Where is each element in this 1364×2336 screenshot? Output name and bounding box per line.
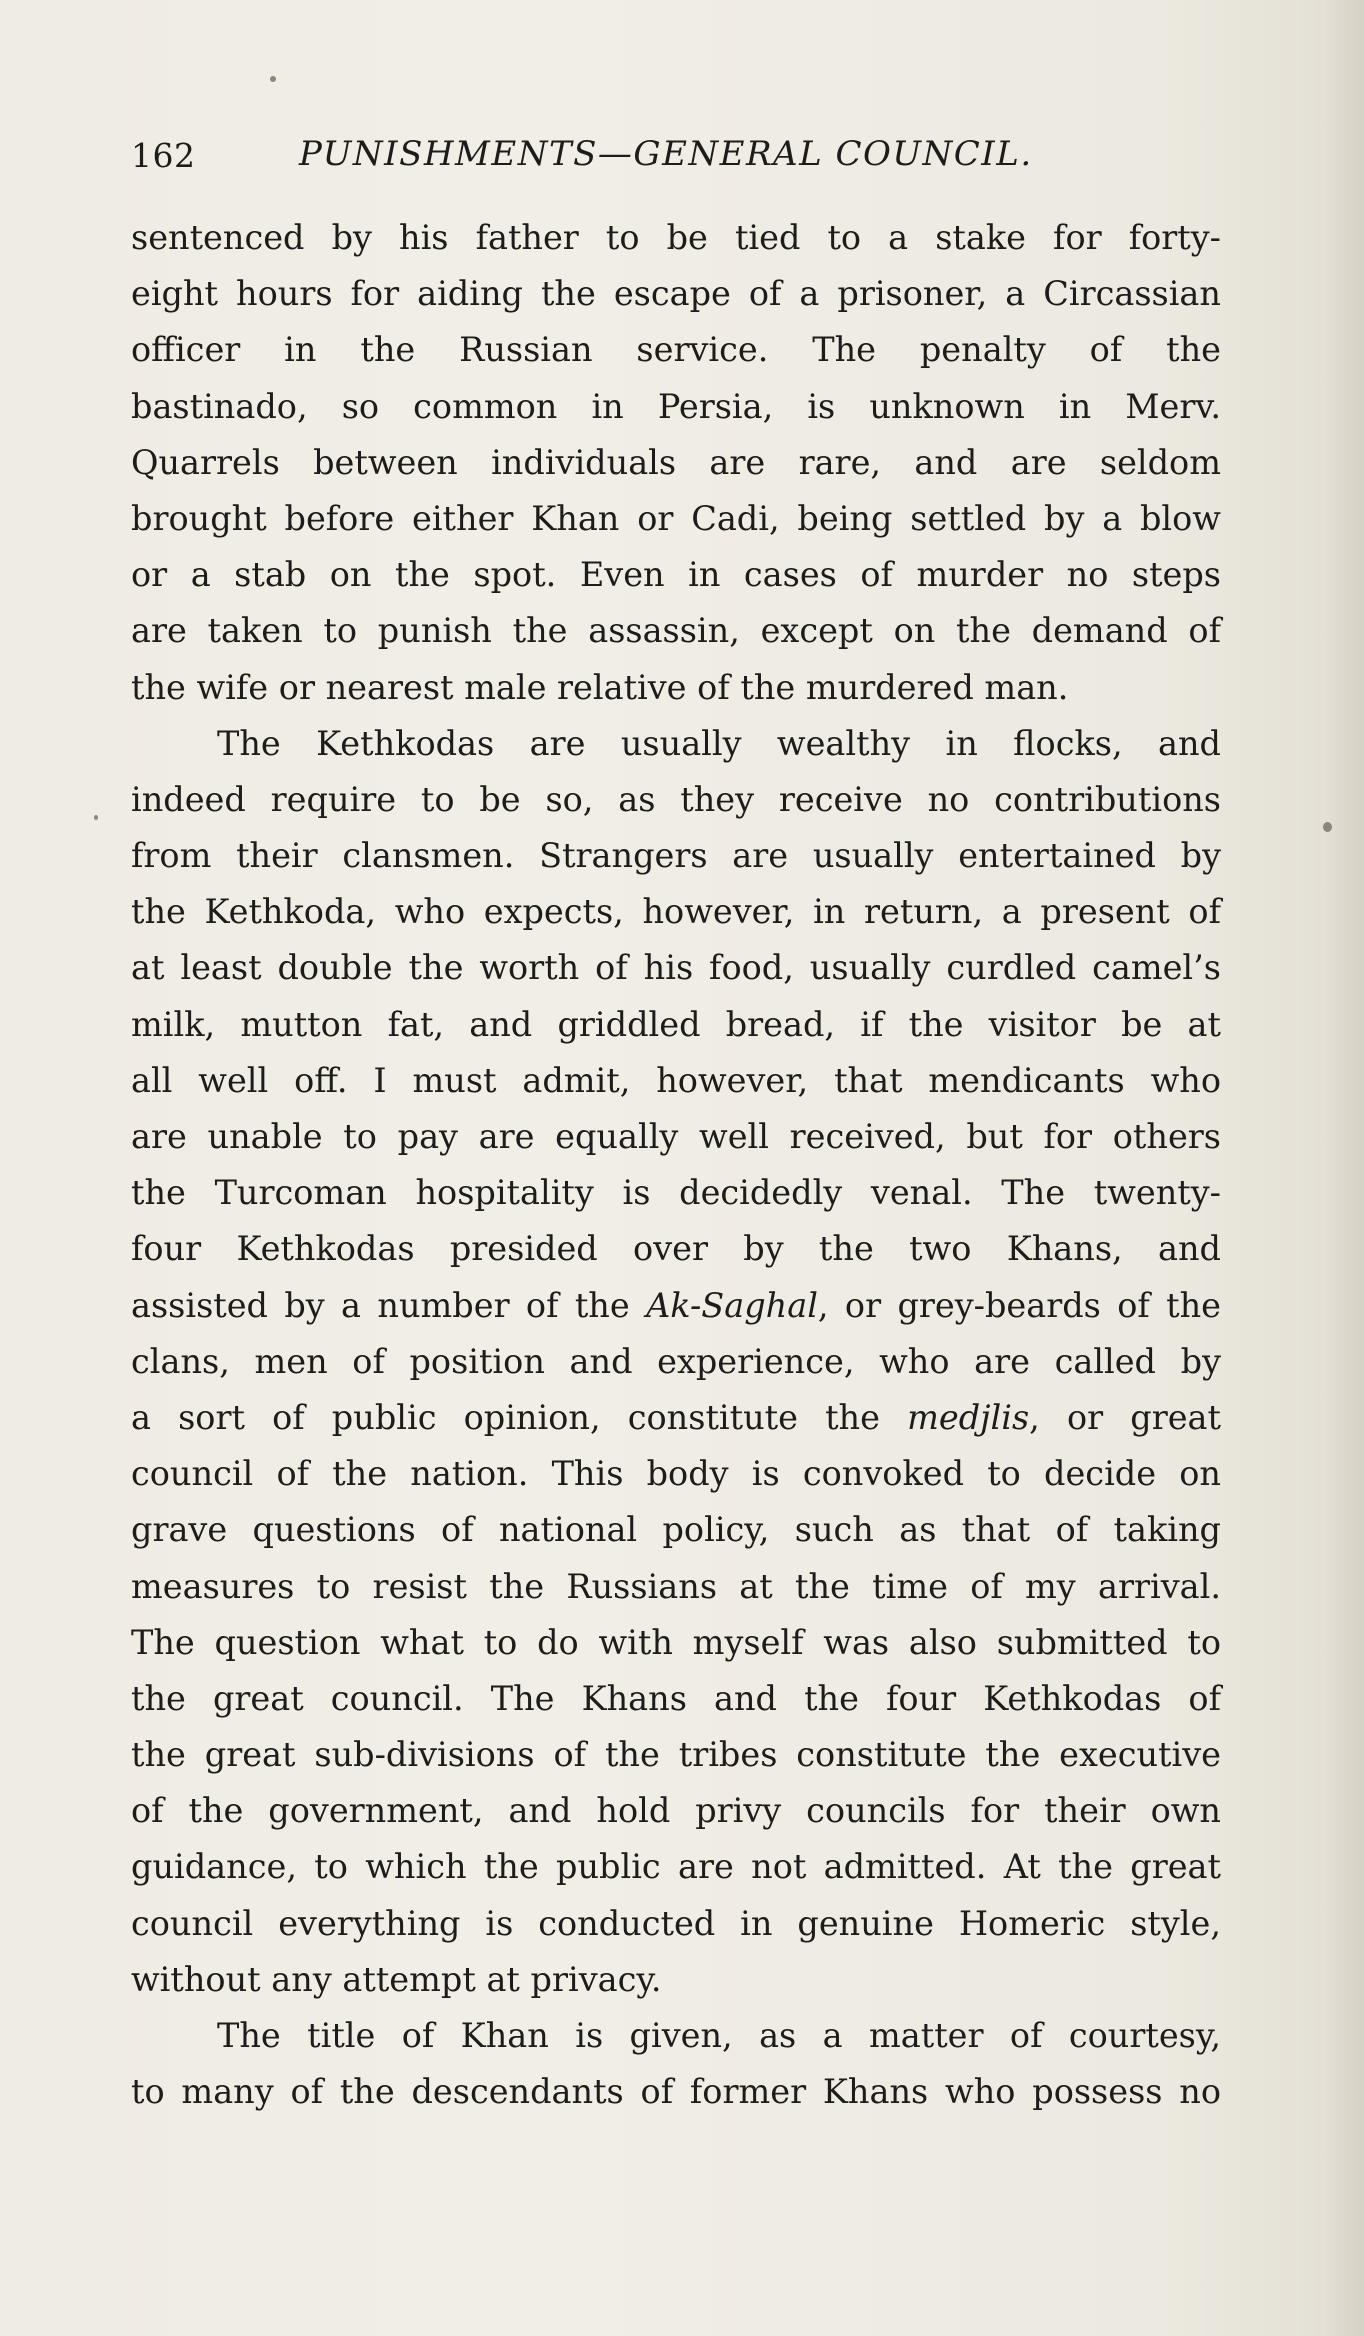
running-title: PUNISHMENTS—GENERAL COUNCIL. [299, 134, 1033, 174]
text-line: clans, men of position and experience, who are called by [131, 1341, 1221, 1381]
paper-speck [1323, 822, 1332, 832]
text-line: eight hours for aiding the escape of a prisoner, a Circassian [131, 274, 1221, 314]
text-line: milk, mutton fat, and griddled bread, if the visitor be at [131, 1004, 1221, 1044]
text-line: to many of the descendants of former Khans who possess no [131, 2072, 1221, 2112]
text-line: indeed require to be so, as they receive no contributions [131, 779, 1221, 819]
text-line: council everything is conducted in genuine Homeric style, [131, 1903, 1221, 1943]
text-line: council of the nation. This body is convoked to decide on [131, 1454, 1221, 1494]
text-line: of the government, and hold privy councils for their own [131, 1791, 1221, 1831]
text-line: a sort of public opinion, constitute the medjlis, or great [131, 1397, 1221, 1437]
text-line: measures to resist the Russians at the time of my arrival. [131, 1566, 1221, 1606]
text-line: all well off. I must admit, however, that mendicants who [131, 1060, 1221, 1100]
text-line: The Kethkodas are usually wealthy in flocks, and [217, 723, 1221, 763]
text-line: brought before either Khan or Cadi, being settled by a blow [131, 498, 1221, 538]
text-line: four Kethkodas presided over by the two Khans, and [131, 1229, 1221, 1269]
paper-speck [270, 76, 276, 82]
text-line: The question what to do with myself was also submitted to [131, 1622, 1221, 1662]
text-line: at least double the worth of his food, usually curdled camel’s [131, 948, 1221, 988]
text-line: The title of Khan is given, as a matter of courtesy, [217, 2016, 1221, 2055]
text-line: assisted by a number of the Ak-Saghal, or grey-beards of the [131, 1285, 1221, 1325]
body-text [131, 210, 1221, 2120]
text-line: the Turcoman hospitality is decidedly venal. The twenty- [131, 1173, 1221, 1213]
text-line: the great council. The Khans and the four Kethkodas of [131, 1678, 1221, 1718]
text-line: officer in the Russian service. The penalty of the [131, 330, 1221, 370]
paper-speck [94, 815, 98, 820]
text-line: the Kethkoda, who expects, however, in return, a present of [131, 892, 1221, 932]
text-line: or a stab on the spot. Even in cases of murder no steps [131, 555, 1221, 595]
text-line: Quarrels between individuals are rare, and are seldom [131, 442, 1221, 482]
text-line: without any attempt at privacy. [131, 1959, 662, 1999]
text-line: sentenced by his father to be tied to a stake for forty- [131, 218, 1221, 257]
page-number: 162 [131, 136, 196, 175]
text-line: are taken to punish the assassin, except on the demand of [131, 611, 1221, 651]
text-line: grave questions of national policy, such as that of taking [131, 1510, 1221, 1550]
text-line: the wife or nearest male relative of the murdered man. [131, 667, 1069, 707]
italic-term: medjlis [907, 1397, 1030, 1437]
page-edge-shadow [1324, 0, 1364, 2336]
italic-term: Ak-Saghal [646, 1285, 818, 1325]
text-line: from their clansmen. Strangers are usually entertained by [131, 836, 1221, 876]
text-line: guidance, to which the public are not admitted. At the great [131, 1847, 1221, 1887]
text-line: the great sub-divisions of the tribes constitute the executive [131, 1735, 1221, 1775]
text-line: bastinado, so common in Persia, is unknown in Merv. [131, 386, 1221, 426]
text-line: are unable to pay are equally well received, but for others [131, 1117, 1221, 1156]
running-head [131, 128, 1221, 188]
